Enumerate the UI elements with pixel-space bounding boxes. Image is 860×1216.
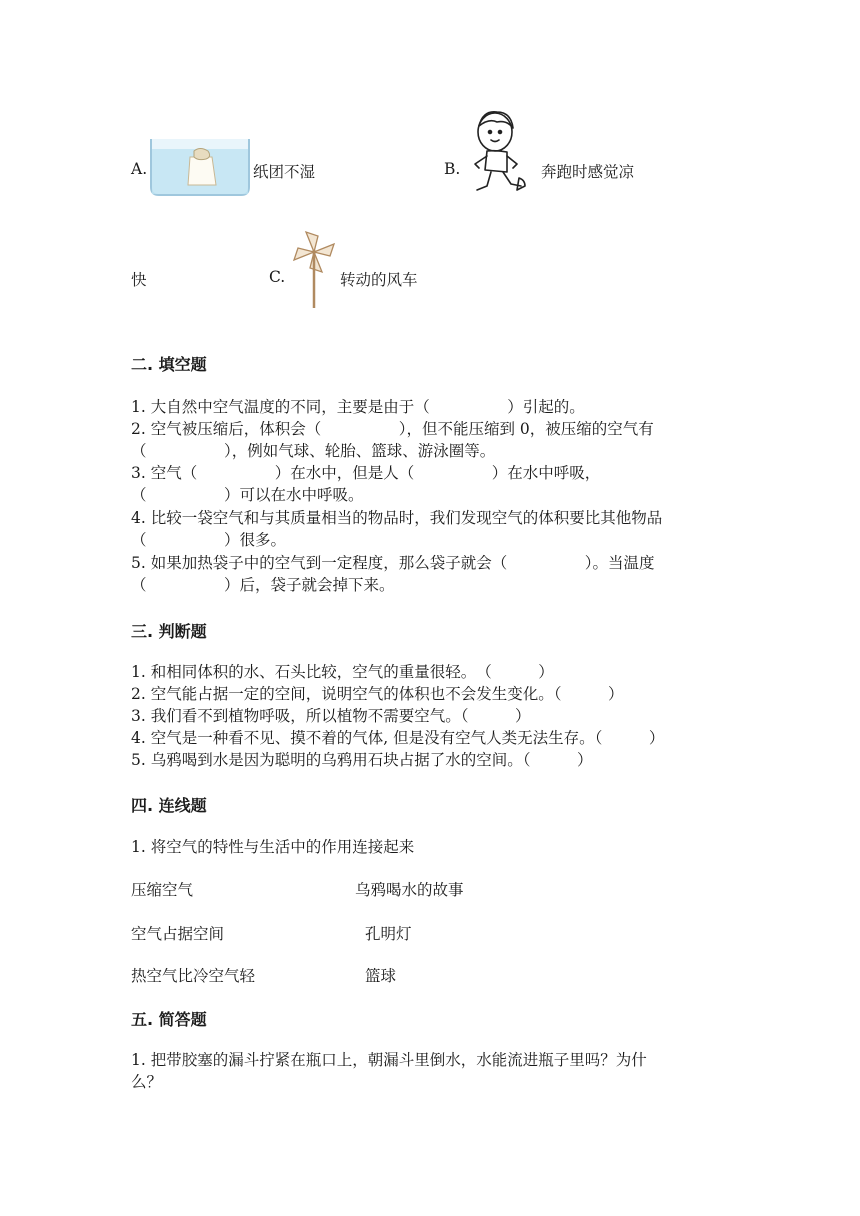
short-answer-line-2: 么？ [131,1073,163,1091]
short-answer-line-1: 1. 把带胶塞的漏斗拧紧在瓶口上，朝漏斗里倒水，水能流进瓶子里吗？为什 [131,1051,647,1069]
option-a-letter: A. [131,160,148,178]
fill-line-5: （ ）可以在水中呼吸。 [131,486,364,504]
pinwheel-icon [288,230,340,310]
match-question: 1. 将空气的特性与生活中的作用连接起来 [131,838,415,856]
fill-line-4: 3. 空气（ ）在水中，但是人（ ）在水中呼吸， [131,464,601,482]
option-b-text: 奔跑时感觉凉 [541,163,635,181]
section-2-heading: 二. 填空题 [131,355,207,374]
judge-line-2: 2. 空气能占据一定的空间，说明空气的体积也不会发生变化。（ ） [131,685,624,703]
fill-line-8: 5. 如果加热袋子中的空气到一定程度，那么袋子就会（ ）。当温度 [131,554,655,572]
match-left-3: 热空气比冷空气轻 [131,967,256,985]
fill-line-1: 1. 大自然中空气温度的不同，主要是由于（ ）引起的。 [131,398,585,416]
option-b-text-continued: 快 [131,271,147,289]
running-boy-icon [467,106,533,200]
option-c-letter: C. [269,268,286,286]
match-right-3: 篮球 [365,967,397,985]
section-3-heading: 三. 判断题 [131,622,207,641]
match-left-2: 空气占据空间 [131,925,225,943]
fill-line-9: （ ）后，袋子就会掉下来。 [131,576,395,594]
fill-line-3: （ ），例如气球、轮胎、篮球、游泳圈等。 [131,442,496,460]
match-left-1: 压缩空气 [131,881,194,899]
judge-line-5: 5. 乌鸦喝到水是因为聪明的乌鸦用石块占据了水的空间。（ ） [131,751,593,769]
fill-line-7: （ ）很多。 [131,531,287,549]
option-a-text: 纸团不湿 [253,163,316,181]
option-b-letter: B. [444,160,461,178]
fill-line-2: 2. 空气被压缩后，体积会（ ），但不能压缩到 0，被压缩的空气有 [131,420,654,438]
section-5-heading: 五. 简答题 [131,1010,207,1029]
judge-line-4: 4. 空气是一种看不见、摸不着的气体, 但是没有空气人类无法生存。（ ） [131,729,665,747]
match-right-2: 孔明灯 [365,925,412,943]
match-right-1: 乌鸦喝水的故事 [355,881,464,899]
judge-line-3: 3. 我们看不到植物呼吸，所以植物不需要空气。（ ） [131,707,531,725]
paper-in-cup-icon [150,137,250,197]
fill-line-6: 4. 比较一袋空气和与其质量相当的物品时，我们发现空气的体积要比其他物品 [131,509,663,527]
option-c-text: 转动的风车 [340,271,418,289]
section-4-heading: 四. 连线题 [131,796,207,815]
judge-line-1: 1. 和相同体积的水、石头比较，空气的重量很轻。 （ ） [131,663,554,681]
